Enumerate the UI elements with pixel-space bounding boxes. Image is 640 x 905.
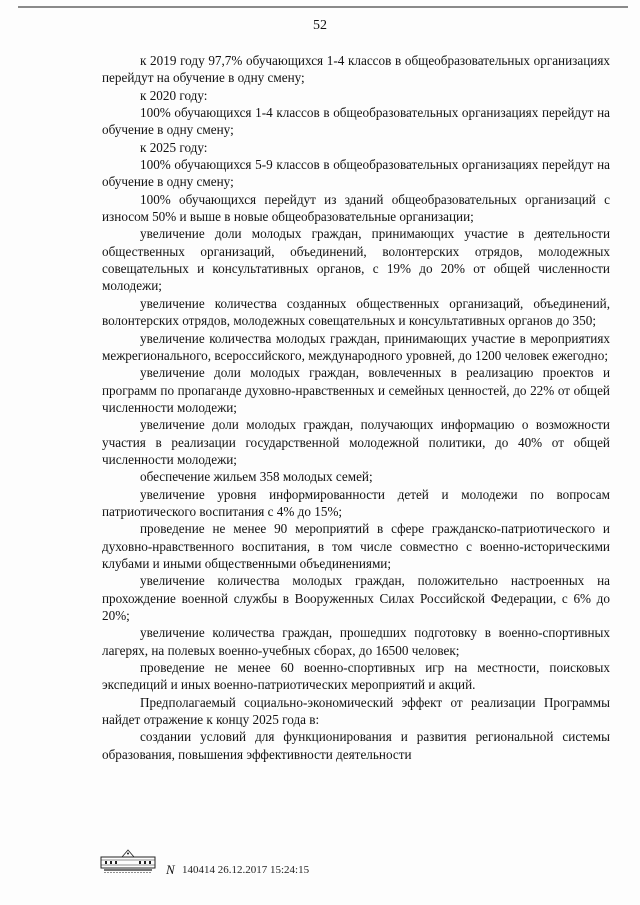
paragraph: обеспечение жильем 358 молодых семей; <box>140 469 373 485</box>
paragraph: к 2020 году: <box>140 87 208 103</box>
paragraph: к 2025 году: <box>140 139 208 155</box>
paragraph: увеличение количества молодых граждан, принимающих участие в мероприятиях межрегионального, всероссийского, международного уровней, до 1200 человек ежегодно; <box>102 330 610 363</box>
document-body <box>102 52 610 763</box>
scan-edge-line <box>18 6 628 8</box>
paragraph: 100% обучающихся перейдут из зданий общеобразовательных организаций с износом 50% и выше в новые общеобразовательные организации; <box>102 191 610 225</box>
paragraph: к 2019 году 97,7% обучающихся 1-4 классов в общеобразовательных организациях перейдут на обучение в одну смену; <box>102 53 610 86</box>
paragraph: проведение не менее 90 мероприятий в сфере гражданско-патриотического и духовно-нравственного воспитания, в том числе совместно с военно-историческими клубами и иными общественными объединениями; <box>102 521 610 571</box>
paragraph: увеличение количества молодых граждан, положительно настроенных на прохождение военной службы в Вооруженных Силах Российской Федерации, с 6% до 20%; <box>102 573 610 623</box>
document-stamp: 140414 26.12.2017 15:24:15 <box>182 864 310 876</box>
paragraph: создании условий для функционирования и развития региональной системы образования, повышения эффективности деятельности <box>102 729 610 762</box>
document-seal-logo <box>100 848 156 874</box>
paragraph: 100% обучающихся 1-4 классов в общеобразовательных организациях перейдут на обучение в одну смену; <box>102 105 610 138</box>
page-number: 52 <box>313 18 327 33</box>
paragraph: увеличение количества созданных общественных организаций, объединений, волонтерских отрядов, молодежных совещательных и консультативных органов до 350; <box>102 295 610 329</box>
paragraph: Предполагаемый социально-экономический эффект от реализации Программы найдет отражение к концу 2025 года в: <box>102 694 610 728</box>
paragraph: увеличение уровня информированности детей и молодежи по вопросам патриотического воспитания с 4% до 15%; <box>102 486 610 519</box>
paragraph: увеличение количества граждан, прошедших подготовку в военно-спортивных лагерях, на полевых военно-учебных сборах, до 16500 человек; <box>102 625 610 658</box>
paragraph: увеличение доли молодых граждан, получающих информацию о возможности участия в реализации государственной молодежной политики, до 40% от общей численности молодежи; <box>102 417 610 467</box>
paragraph: 100% обучающихся 5-9 классов в общеобразовательных организациях перейдут на обучение в одну смену; <box>102 157 610 190</box>
paragraph: увеличение доли молодых граждан, вовлеченных в реализацию проектов и программ по пропаганде духовно-нравственных и семейных ценностей, до 22% от общей численности молодежи; <box>102 365 610 415</box>
document-footer <box>100 848 620 880</box>
paragraph: увеличение доли молодых граждан, принимающих участие в деятельности общественных организаций, объединений, волонтерских отрядов, молодежных совещательных и консультативных органов, с 19% до 20% от общей численности молодежи; <box>102 226 610 294</box>
handwritten-mark: N <box>166 862 175 877</box>
paragraph: проведение не менее 60 военно-спортивных игр на местности, поисковых экспедиций и иных военно-патриотических мероприятий и акций. <box>102 660 610 693</box>
